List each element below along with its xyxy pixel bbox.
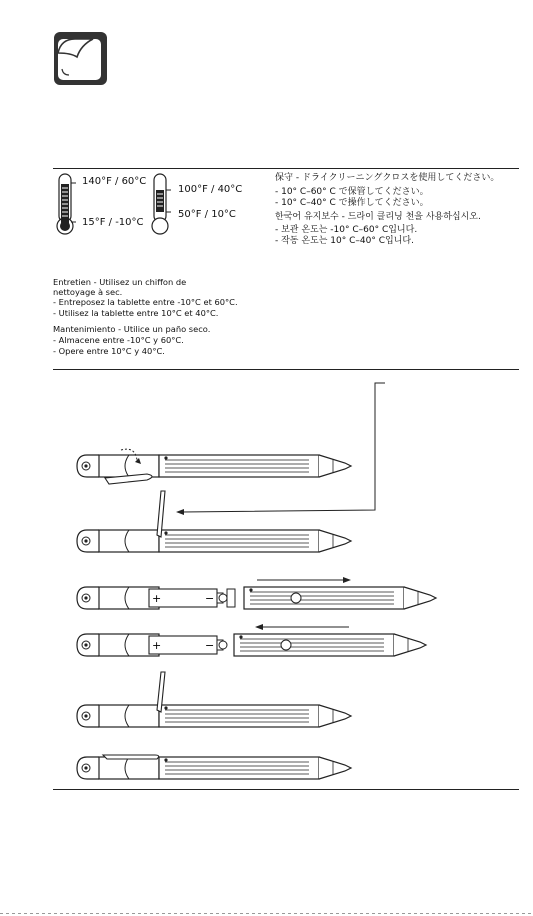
divider-bottom — [53, 789, 519, 790]
jp-title: 保守 - ドライクリーニングクロスを使用してください。 — [275, 173, 500, 183]
thermometer-operating-icon — [148, 172, 172, 236]
storage-high-label: 140°F / 60°C — [82, 176, 147, 187]
es-line2: - Opere entre 10°C y 40°C. — [53, 346, 165, 356]
battery-plus-label-2: + — [152, 639, 162, 652]
storage-low-label: 15°F / -10°C — [82, 217, 144, 228]
operate-high-label: 100°F / 40°C — [178, 184, 243, 195]
battery-minus-label: − — [205, 592, 215, 605]
fr-title-2: nettoyage à sec. — [53, 287, 123, 297]
page-edge — [0, 913, 533, 914]
battery-minus-label-2: − — [205, 639, 215, 652]
fr-line2: - Utilisez la tablette entre 10°C et 40°C. — [53, 308, 219, 318]
fr-line1: - Entreposez la tablette entre -10°C et 60°C. — [53, 297, 238, 307]
es-line1: - Almacene entre -10°C y 60°C. — [53, 335, 184, 345]
peel-sticker-icon — [53, 31, 108, 86]
kr-line2: - 작동 온도는 10° C–40° C입니다. — [275, 236, 414, 246]
fr-title-1: Entretien - Utilisez un chiffon de — [53, 277, 187, 287]
jp-line1: - 10° C–60° C で保管してください。 — [275, 187, 429, 197]
battery-plus-label: + — [152, 592, 162, 605]
thermometer-storage-icon — [53, 172, 77, 236]
es-title: Mantenimiento - Utilice un paño seco. — [53, 324, 211, 334]
pen-illustration — [0, 370, 533, 790]
kr-line1: - 보관 온도는 -10° C–60° C입니다. — [275, 225, 418, 235]
jp-line2: - 10° C–40° C で操作してください。 — [275, 198, 429, 208]
operate-low-label: 50°F / 10°C — [178, 209, 236, 220]
divider-top — [53, 168, 519, 169]
kr-title: 한국어 유지보수 - 드라이 클리닝 천을 사용하십시오. — [275, 212, 481, 222]
